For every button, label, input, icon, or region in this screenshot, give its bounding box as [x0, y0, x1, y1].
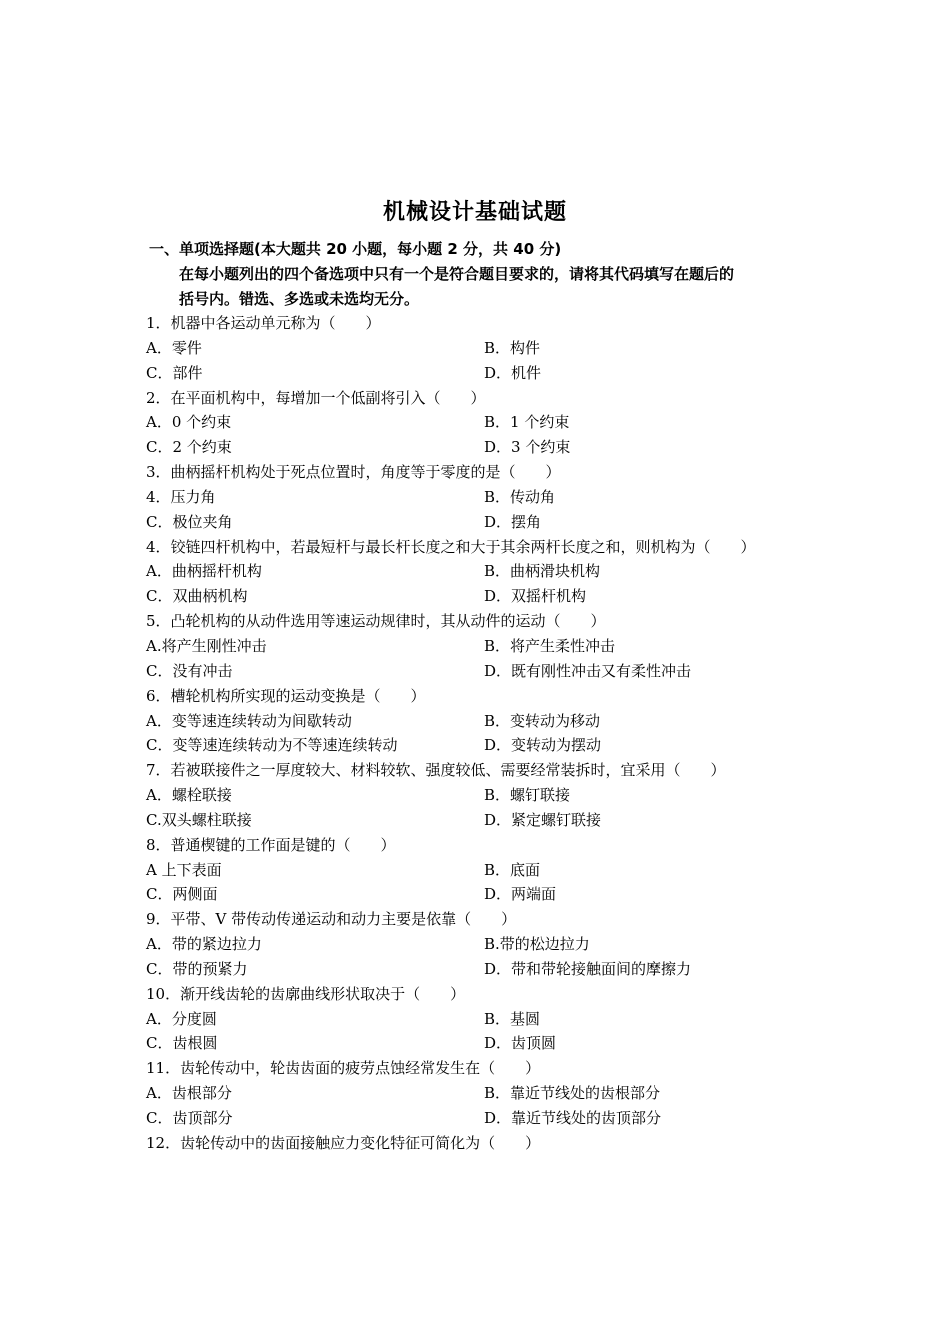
question-stem: 1．机器中各运动单元称为（ ）: [146, 314, 381, 332]
option-c: C．带的预紧力: [146, 959, 248, 978]
option-b: B.带的松边拉力: [484, 935, 590, 954]
option-a: A 上下表面: [146, 860, 222, 879]
option-a: A．带的紧边拉力: [146, 935, 262, 954]
section-instructions: [179, 262, 819, 312]
option-row: [146, 957, 826, 982]
option-c: C．极位夹角: [146, 512, 233, 531]
question-stem: 7．若被联接件之一厚度较大、材料较软、强度较低、需要经常装拆时，宜采用（ ）: [146, 761, 726, 780]
option-c: C．齿顶部分: [146, 1109, 233, 1127]
option-d: D．带和带轮接触面间的摩擦力: [484, 959, 692, 978]
option-row: [146, 1106, 826, 1131]
option-c: C．齿根圆: [146, 1034, 218, 1053]
instruction-line: 在每小题列出的四个备选项中只有一个是符合题目要求的，请将其代码填写在题后的: [179, 265, 735, 283]
option-a: A.将产生刚性冲击: [146, 636, 267, 655]
option-c: C．没有冲击: [146, 661, 233, 680]
option-b: B．变转动为移动: [484, 711, 601, 730]
option-d: D．摆角: [484, 512, 542, 531]
option-b: B．曲柄滑块机构: [484, 562, 601, 581]
option-row: [146, 584, 826, 609]
page-title: 机械设计基础试题: [382, 200, 567, 225]
option-a: 4．压力角: [146, 487, 216, 506]
option-row: [146, 1007, 826, 1032]
option-row: [146, 485, 826, 510]
option-row: [146, 882, 826, 907]
option-row: [146, 1081, 826, 1106]
option-row: [146, 559, 826, 584]
option-b: B．靠近节线处的齿根部分: [484, 1084, 661, 1103]
option-row: [146, 1031, 826, 1056]
option-a: A．0 个约束: [146, 413, 232, 432]
option-row: [146, 361, 826, 386]
option-d: D．双摇杆机构: [484, 587, 587, 606]
option-b: B．基圆: [484, 1009, 541, 1028]
option-row: [146, 510, 826, 535]
option-a: A．分度圆: [146, 1009, 217, 1028]
question-stem: 5．凸轮机构的从动件选用等速运动规律时，其从动件的运动（ ）: [146, 612, 606, 631]
option-c: C．两侧面: [146, 885, 218, 904]
section-heading: 一、单项选择题(本大题共 20 小题，每小题 2 分，共 40 分): [149, 240, 562, 258]
option-row: [146, 435, 826, 460]
option-row: [146, 410, 826, 435]
option-row: [146, 709, 826, 734]
option-b: B．底面: [484, 860, 541, 879]
option-a: A．曲柄摇杆机构: [146, 562, 262, 581]
option-b: B．螺钉联接: [484, 786, 571, 805]
option-a: A．齿根部分: [146, 1084, 232, 1103]
option-c: C．变等速连续转动为不等速连续转动: [146, 736, 398, 755]
option-a: A．零件: [146, 338, 202, 357]
option-row: [146, 733, 826, 758]
option-d: D．靠近节线处的齿顶部分: [484, 1109, 662, 1127]
option-row: [146, 858, 826, 883]
option-c: C．部件: [146, 363, 203, 382]
option-row: [146, 783, 826, 808]
option-row: [146, 336, 826, 361]
question-stem: 8．普通楔键的工作面是键的（ ）: [146, 835, 396, 854]
question-list: [146, 311, 826, 1156]
option-c: C．双曲柄机构: [146, 587, 248, 606]
option-d: D．既有刚性冲击又有柔性冲击: [484, 661, 692, 680]
question-stem: 2．在平面机构中，每增加一个低副将引入（ ）: [146, 388, 486, 407]
option-b: B．构件: [484, 338, 541, 357]
option-d: D．3 个约束: [484, 438, 571, 457]
option-row: [146, 808, 826, 833]
option-d: D．两端面: [484, 885, 557, 904]
option-row: [146, 932, 826, 957]
option-d: D．机件: [484, 363, 542, 382]
option-c: C．2 个约束: [146, 438, 232, 457]
option-b: B．将产生柔性冲击: [484, 636, 616, 655]
question-stem: 9．平带、V 带传动传递运动和动力主要是依靠（ ）: [146, 910, 517, 929]
instruction-line: 括号内。错选、多选或未选均无分。: [179, 290, 420, 308]
question-stem: 12．齿轮传动中的齿面接触应力变化特征可简化为（ ）: [146, 1133, 541, 1152]
question-stem: 10．渐开线齿轮的齿廓曲线形状取决于（ ）: [146, 984, 466, 1003]
option-d: D．紧定螺钉联接: [484, 810, 602, 829]
option-b: B．传动角: [484, 487, 556, 506]
question-stem: 6．槽轮机构所实现的运动变换是（ ）: [146, 686, 426, 705]
option-a: A．变等速连续转动为间歇转动: [146, 711, 352, 730]
option-b: B．1 个约束: [484, 413, 570, 432]
option-a: A．螺栓联接: [146, 786, 232, 805]
question-stem: 3．曲柄摇杆机构处于死点位置时，角度等于零度的是（ ）: [146, 463, 561, 482]
option-row: [146, 634, 826, 659]
option-row: [146, 659, 826, 684]
option-d: D．齿顶圆: [484, 1034, 557, 1053]
option-c: C.双头螺柱联接: [146, 810, 252, 829]
question-stem: 4．铰链四杆机构中，若最短杆与最长杆长度之和大于其余两杆长度之和，则机构为（ ）: [146, 537, 756, 556]
option-d: D．变转动为摆动: [484, 736, 602, 755]
question-stem: 11．齿轮传动中，轮齿齿面的疲劳点蚀经常发生在（ ）: [146, 1059, 541, 1078]
